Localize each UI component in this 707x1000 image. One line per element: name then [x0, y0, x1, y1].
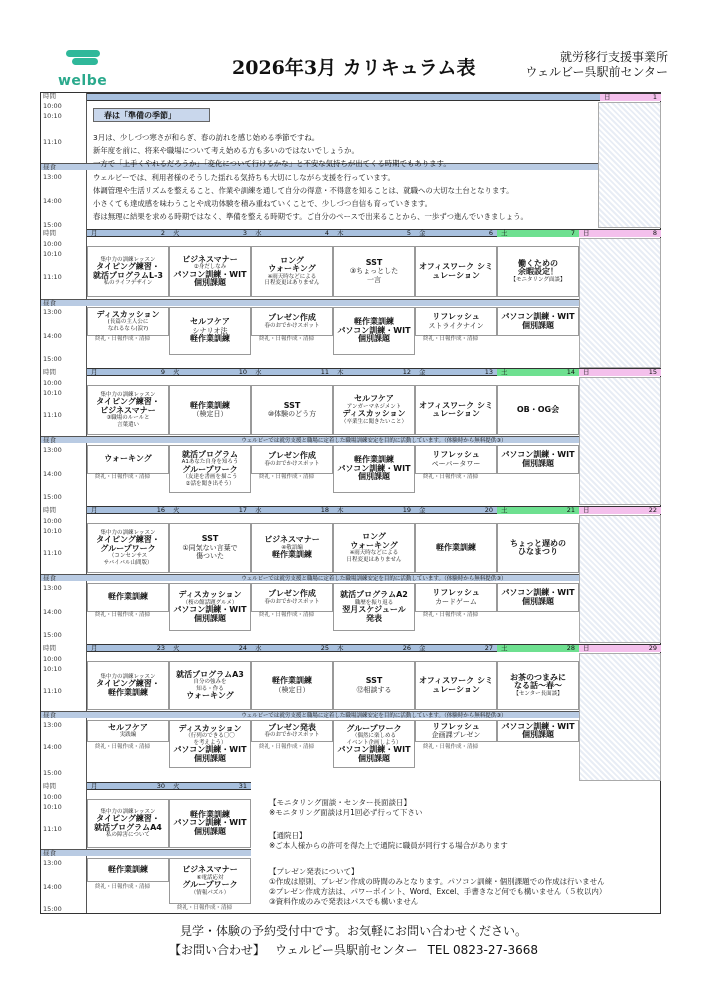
- w3-sat-pm: パソコン訓練・WIT 個別課題: [497, 583, 579, 612]
- w4-thu-pm: グループワーク （偶然に楽しめる イベント企画しよう） パソコン訓練・WIT 個別課題: [333, 720, 415, 768]
- w1-sat-pm: パソコン訓練・WIT 個別課題: [497, 307, 579, 336]
- w5-mon-am: 集中力の訓練レッスン タイピング練習・ 就活プログラムA4 私の障害について: [87, 799, 169, 848]
- w1-sat-am: 働くための 余暇設定！ 【モニタリング面談】: [497, 246, 579, 297]
- w4-wed-pm: プレゼン発表 春のおでかけスポット: [251, 720, 333, 742]
- w3-fri-pm: リフレッシュ カードゲーム: [415, 583, 497, 612]
- w3-thu-am: ロング ウォーキング ※雨天時などによる 日程変更はありません: [333, 523, 415, 573]
- w5-mon-pm: 軽作業訓練: [87, 858, 169, 882]
- w4-tue-pm: ディスカッション （行列のできる〇〇 を考えよう） パソコン訓練・WIT 個別課題: [169, 720, 251, 768]
- w2-sat-pm: パソコン訓練・WIT 個別課題: [497, 445, 579, 474]
- w4-wed-am: 軽作業訓練 （検定日）: [251, 661, 333, 710]
- w1-fri-am: オフィスワーク シミュレーション: [415, 246, 497, 297]
- week4-header: 月 23 火 24 水 25 木 26 金 27 土 28 日 29: [87, 644, 661, 652]
- week1-header: 月 2 火 3 水 4 木 5 金 6 土 7 日 8: [87, 229, 661, 237]
- w2-thu-pm: 軽作業訓練 パソコン訓練・WIT 個別課題: [333, 445, 415, 493]
- week0-header: [87, 93, 661, 101]
- w2-tue-pm: 就活プログラム A1あなた自身を知ろう グループワーク （友達を書画を描こう ②話を聞き出そう）: [169, 445, 251, 493]
- header: [0, 0, 707, 92]
- week2-header: 月 9 火 10 水 11 木 12 金 13 土 14 日 15: [87, 368, 661, 376]
- intro-text: 3月は、少しづつ寒さが和らぎ、春の訪れを感じ始める季節ですね。 新年度を前に、将来や職場について考え始める方も多いのではないでしょうか。 一方で「上手くやれるだろうか」「変化について行けるかな」と不安な気持ちが出てくる時期でもあります。 ウェルビーでは、利用者様のそうした揺れる気持ちも大切にしながら支援を行っています。 体調管理や生活リズムを整えること、作業や訓練を通して自分の得意・不得意を知ることは、就職への大切な土台となります。 小さくても達成感を味わうことや成功体験を積み重ねていくことで、少しづつ自信も育っていきます。 春は無理に結果を求める時期ではなく、準備を整える時期です。ご自分のペースで出来ることから、一歩ずつ進んでいきましょう。: [93, 133, 528, 222]
- section-title: 春は「準備の季節」: [93, 108, 210, 122]
- footer-message: 見学・体験の予約受付中です。お気軽にお問い合わせください。: [179, 924, 528, 938]
- footer-contact: 【お問い合わせ】 ウェルビー呉駅前センター TEL 0823-27-3668: [169, 943, 538, 957]
- w3-sat-am: ちょっと遅めの ひなまつり: [497, 523, 579, 573]
- w4-sat-am: お茶のつまみに なる話〜春〜 【センター長面談】: [497, 661, 579, 710]
- w1-thu-pm: 軽作業訓練 パソコン訓練・WIT 個別課題: [333, 307, 415, 355]
- logo-wave-icon: [66, 50, 100, 57]
- w2-wed-am: SST ⑩体験のどう方: [251, 385, 333, 435]
- w1-tue-am: ビジネスマナー ②身だしなみ パソコン訓練・WIT 個別課題: [169, 246, 251, 297]
- w1-tue-pm: セルフケア シナリオ法 軽作業訓練: [169, 307, 251, 355]
- w2-wed-pm: プレゼン作成 春のおでかけスポット: [251, 445, 333, 474]
- w2-sat-am: OB・OG会: [497, 385, 579, 435]
- w1-mon-pm: ディスカッション (長篇の主人公に なれるなら(涙?): [87, 307, 169, 336]
- week3-header: 月 16 火 17 水 18 木 19 金 20 土 21 日 22: [87, 506, 661, 514]
- w4-mon-pm: セルフケア 実践編: [87, 720, 169, 742]
- page-title: 2026年3月 カリキュラム表: [232, 57, 476, 79]
- w3-thu-pm: 就活プログラムA2 職歴を振り返る 翌月スケジュール 発表: [333, 583, 415, 631]
- logo-text: welbe: [58, 73, 108, 89]
- w5-tue-am: 軽作業訓練 パソコン訓練・WIT 個別課題: [169, 799, 251, 848]
- w1-wed-pm: プレゼン作成 春のおでかけスポット: [251, 307, 333, 336]
- welbe-logo: [58, 50, 108, 92]
- w2-fri-am: オフィスワーク シミュレーション: [415, 385, 497, 435]
- w4-fri-pm: リフレッシュ 企画課プレゼン: [415, 720, 497, 742]
- day-header-sun: 日 1: [600, 94, 661, 101]
- w3-tue-am: SST ①同気ない言葉で 傷ついた: [169, 523, 251, 573]
- w3-mon-pm: 軽作業訓練: [87, 583, 169, 612]
- w2-fri-pm: リフレッシュ ペーパータワー: [415, 445, 497, 474]
- w3-wed-am: ビジネスマナー ④敬語編 軽作業訓練: [251, 523, 333, 573]
- w4-tue-am: 就活プログラムA3 自分の強みを 知る・作る ウォーキング: [169, 661, 251, 710]
- w3-mon-am: 集中力の訓練レッスン タイピング練習・ グループワーク （コンセンサス サバイバル山間版）: [87, 523, 169, 573]
- w3-fri-am: 軽作業訓練: [415, 523, 497, 573]
- w4-sat-pm: パソコン訓練・WIT 個別課題: [497, 720, 579, 742]
- week5-header: 月 30 火 31: [87, 782, 251, 790]
- w3-wed-pm: プレゼン作成 春のおでかけスポット: [251, 583, 333, 612]
- w4-mon-am: 集中力の訓練レッスン タイピング練習・ 軽作業訓練: [87, 661, 169, 710]
- logo-wave-icon: [72, 58, 98, 65]
- organization-name: 就労移行支援事業所 ウェルビー呉駅前センター: [525, 50, 668, 79]
- w1-fri-pm: リフレッシュ ストライクナイン: [415, 307, 497, 336]
- w1-wed-am: ロング ウォーキング ※雨天時などによる 日程変更はありません: [251, 246, 333, 297]
- w3-tue-pm: ディスカッション （桜の館話題グルメ） パソコン訓練・WIT 個別課題: [169, 583, 251, 631]
- w4-thu-am: SST ⑫相談する: [333, 661, 415, 710]
- curriculum-grid: 日 1 時間 10:00 10:10 11:10 昼食 13:00 14:00 15:00 春は「準備の季節」 3月は、少しづつ寒さが和らぎ、春の訪れを感じ始める季節ですね。 新年度を前に、将来や職場について考え始める方も多いのではないでしょうか。 一方で「上手くやれるだろうか」「変化について行けるかな」と不安な気持ちが出てくる時期でもあります。 ウェルビーでは、利用者様のそうした揺れる気持ちも大切にしながら支援を行っています。 体調管理や生活リズムを整えること、作業や訓練を通して自分の得意・不得意を知ることは、就職への大切な土台となります。 小さくても達成感を味わうことや成功体験を積み重ねていくことで、少しづつ自信も育っていきます。 春は無理に結果を求める時期ではなく、準備を整える時期です。ご自分のペースで出来ることから、一歩ずつ進んでいきましょう。 月 2 火 3 水 4 木 5 金 6 土 7 日 8 時間 10:00 10:10 11:10 昼食 13:00 14:00 15:00 集中力の訓練レッスン タイピング練習・ 就活プログラムL-3 私のライフデザイン ビジネスマナー ②身だしなみ パソコン訓練・WIT 個別課題 ロング ウォーキング ※雨天時などによる 日程変更はありません SST ③ちょっとした 一言 オフィスワーク シミュレーション 働くための 余暇設定！ 【モニタリング面談】 ディスカッション (長篇の主人公に なれるなら(涙?) セルフケア シナリオ法 軽作業訓練 プレゼン作成 春のおでかけスポット 軽作業訓練 パソコン訓練・WIT 個別課題 リフレッシュ ストライクナイン パソコン訓練・WIT 個別課題 終礼・日報作成・清掃 終礼・日報作成・清掃 終礼・日報作成・清掃 月 9 火 10 水 11 木 12 金 13 土 14 日 15 時間 10:00 10:10 11:10 昼食 13:00 14:00 15:00 集中力の訓練レッスン タイピング練習・ ビジネスマナー ③職場のルールと 言葉遣い 軽作業訓練 （検定日） SST ⑩体験のどう方 セルフケア アンガーマネジメント ディスカッション （卒業生に聞きたいこと） オフィスワーク シミュレーション OB・OG会 ウェルビーでは就労支援と職場に定着した職場訓練安定を目的に活動しています。（体験時から無料提供③） ウォーキング 就活プログラム A1あなた自身を知ろう グループワーク （友達を書画を描こう ②話を聞き出そう） プレゼン作成 春のおでかけスポット 軽作業訓練 パソコン訓練・WIT 個別課題 リフレッシュ ペーパータワー パソコン訓練・WIT 個別課題 終礼・日報作成・清掃 終礼・日報作成・清掃 終礼・日報作成・清掃 月 16 火 17 水 18 木 19 金 20 土 21 日 22 時間 10:00 10:10 11:10 昼食 13:00 14:00 15:00 集中力の訓練レッスン タイピング練習・ グループワーク （コンセンサス サバイバル山間版） SST ①同気ない言葉で 傷ついた ビジネスマナー ④敬語編 軽作業訓練 ロング ウォーキング ※雨天時などによる 日程変更はありません 軽作業訓練 ちょっと遅めの ひなまつり ウェルビーでは就労支援と職場に定着した職場訓練安定を目的に活動しています。（体験時から無料提供③） 軽作業訓練 ディスカッション （桜の館話題グルメ） パソコン訓練・WIT 個別課題 プレゼン作成 春のおでかけスポット 就活プログラムA2 職歴を振り返る 翌月スケジュール 発表 リフレッシュ カードゲーム パソコン訓練・WIT 個別課題 終礼・日報作成・清掃 終礼・日報作成・清掃 終礼・日報作成・清掃 月 23 火 24 水 25 木 26 金 27 土 28 日 29 時間 10:00 10:10 11:10 昼食 13:00 14:00 15:00 集中力の訓練レッスン タイピング練習・ 軽作業訓練 就活プログラムA3 自分の強みを 知る・作る ウォーキング 軽作業訓練 （検定日） SST ⑫相談する オフィスワーク シミュレーション お茶のつまみに なる話〜春〜 【センター長面談】 ウェルビーでは就労支援と職場に定着した職場訓練安定を目的に活動しています。（体験時から無料提供③） セルフケア 実践編 ディスカッション （行列のできる〇〇 を考えよう） パソコン訓練・WIT 個別課題 プレゼン発表 春のおでかけスポット グループワーク （偶然に楽しめる イベント企画しよう） パソコン訓練・WIT 個別課題 リフレッシュ 企画課プレゼン パソコン訓練・WIT 個別課題 終礼・日報作成・清掃 終礼・日報作成・清掃 終礼・日報作成・清掃 月 30 火 31 時間 10:00 10:10 11:10 昼食 13:00 14:00 15:00 集中力の訓練レッスン タイピング練習・ 就活プログラムA4 私の障害について 軽作業訓練 パソコン訓練・WIT 個別課題 軽作業訓練 ビジネスマナー ⑥電話応対 グループワーク （情報パズル） 終礼・日報作成・清掃 終礼・日報作成・清掃 【モニタリング面談・センター長面談日】 ※モニタリング面談は月1回必ず行って下さい 【通院日】 ※ご本人様からの許可を得た上で通院に職員が同行する場合があります 【プレゼン発表について】 ①作成は原則、プレゼン作成の時間のみとなります。パソコン訓練・個別課題での作成は行いません ②プレゼン作成方法は、パワーポイント、Word、Excel、手書きなど何でも構いません（５枚以内） ③資料作成のみで発表はパスでも構いません: [40, 92, 661, 914]
- w2-tue-am: 軽作業訓練 （検定日）: [169, 385, 251, 435]
- w4-fri-am: オフィスワーク シミュレーション: [415, 661, 497, 710]
- w2-thu-am: セルフケア アンガーマネジメント ディスカッション （卒業生に聞きたいこと）: [333, 385, 415, 435]
- w1-thu-am: SST ③ちょっとした 一言: [333, 246, 415, 297]
- w2-mon-am: 集中力の訓練レッスン タイピング練習・ ビジネスマナー ③職場のルールと 言葉遣い: [87, 385, 169, 435]
- w5-tue-pm: ビジネスマナー ⑥電話応対 グループワーク （情報パズル）: [169, 858, 251, 904]
- w2-mon-pm: ウォーキング: [87, 445, 169, 474]
- w1-mon-am: 集中力の訓練レッスン タイピング練習・ 就活プログラムL-3 私のライフデザイン: [87, 246, 169, 297]
